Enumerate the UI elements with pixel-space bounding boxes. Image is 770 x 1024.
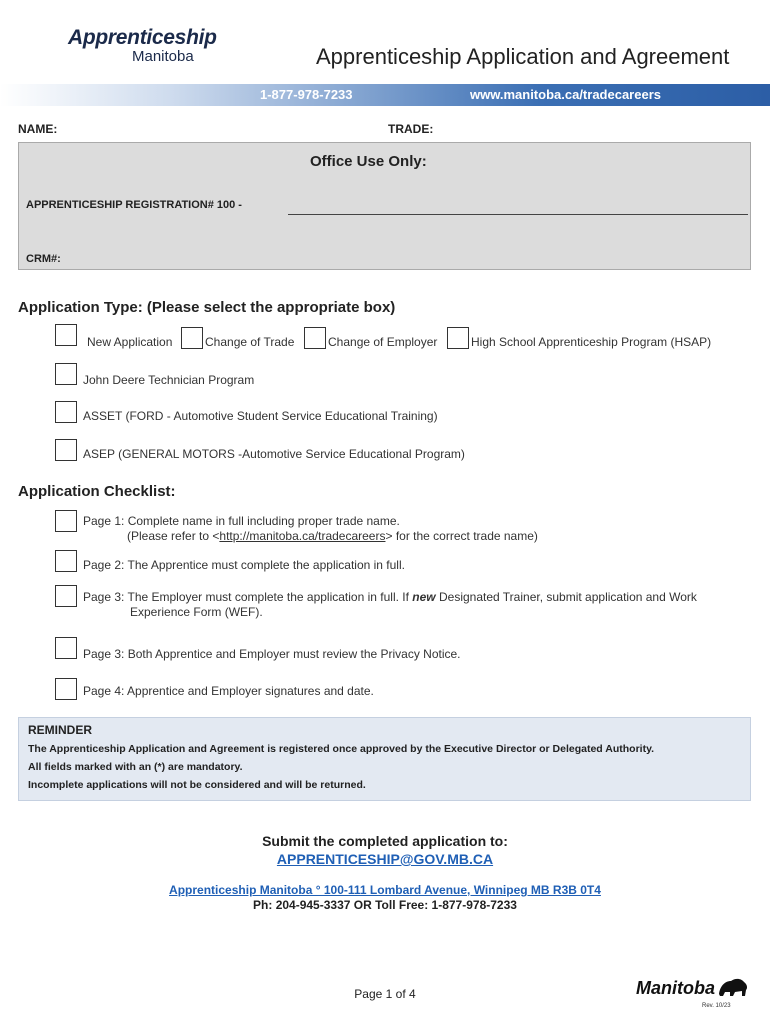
checklist-privacy-checkbox[interactable]: [55, 637, 77, 659]
change-of-trade-checkbox[interactable]: [181, 327, 203, 349]
asep-label: ASEP (GENERAL MOTORS -Automotive Service Educational Program): [83, 447, 465, 461]
checklist-heading: Application Checklist:: [18, 483, 176, 500]
reminder-line2: All fields marked with an (*) are mandatory.: [28, 761, 243, 773]
submit-heading: Submit the completed application to:: [262, 833, 508, 849]
asset-checkbox[interactable]: [55, 401, 77, 423]
revision-label: Rev. 10/23: [702, 1003, 731, 1009]
header-url-link[interactable]: www.manitoba.ca/tradecareers: [470, 87, 661, 102]
address-link[interactable]: Apprenticeship Manitoba ° 100-111 Lombard Avenue, Winnipeg MB R3B 0T4: [169, 883, 601, 897]
checklist-page3-employer-text: Page 3: The Employer must complete the application in full. If new Designated Trainer, submit application and Work: [83, 590, 697, 604]
reminder-line1: The Apprenticeship Application and Agreement is registered once approved by the Executive Director or Delegated Authority.: [28, 743, 655, 755]
change-of-employer-checkbox[interactable]: [304, 327, 326, 349]
checklist-page2-checkbox[interactable]: [55, 550, 77, 572]
bison-icon: [717, 976, 749, 998]
checklist-page4-text: Page 4: Apprentice and Employer signatures and date.: [83, 684, 374, 698]
office-use-title: Office Use Only:: [310, 153, 427, 170]
checklist-privacy-text: Page 3: Both Apprentice and Employer must review the Privacy Notice.: [83, 647, 461, 661]
checklist-page4-checkbox[interactable]: [55, 678, 77, 700]
apprenticeship-logo-text: Apprenticeship: [68, 26, 217, 49]
checklist-page3-employer-checkbox[interactable]: [55, 585, 77, 607]
reminder-title: REMINDER: [28, 723, 93, 737]
hsap-label: High School Apprenticeship Program (HSAP): [471, 335, 712, 349]
asep-checkbox[interactable]: [55, 439, 77, 461]
john-deere-checkbox[interactable]: [55, 363, 77, 385]
john-deere-label: John Deere Technician Program: [83, 373, 255, 387]
checklist-page3-employer-text-line2: Experience Form (WEF).: [130, 605, 263, 619]
change-of-trade-label: Change of Trade: [205, 335, 295, 349]
hsap-checkbox[interactable]: [447, 327, 469, 349]
header-phone: 1-877-978-7233: [260, 87, 353, 102]
reminder-line3: Incomplete applications will not be considered and will be returned.: [28, 779, 366, 791]
checklist-page1-checkbox[interactable]: [55, 510, 77, 532]
manitoba-footer-logo: Manitoba: [636, 976, 749, 999]
checklist-page1-refer: (Please refer to <http://manitoba.ca/tradecareers> for the correct trade name): [127, 529, 538, 543]
new-application-checkbox[interactable]: [55, 324, 77, 346]
submit-email-link[interactable]: APPRENTICESHIP@GOV.MB.CA: [276, 851, 494, 867]
change-of-employer-label: Change of Employer: [328, 335, 438, 349]
contact-phone: Ph: 204-945-3337 OR Toll Free: 1-877-978-7233: [253, 898, 517, 912]
registration-field[interactable]: [288, 214, 748, 215]
page-title: Apprenticeship Application and Agreement: [316, 44, 730, 69]
checklist-page1-text: Page 1: Complete name in full including proper trade name.: [83, 514, 400, 528]
crm-label: CRM#:: [26, 253, 61, 265]
checklist-page2-text: Page 2: The Apprentice must complete the application in full.: [83, 558, 405, 572]
new-application-label: New Application: [87, 335, 173, 349]
tradecareers-link[interactable]: http://manitoba.ca/tradecareers: [219, 529, 386, 543]
name-label: NAME:: [18, 122, 58, 136]
manitoba-logo-text: Manitoba: [132, 48, 194, 65]
trade-label: TRADE:: [388, 122, 434, 136]
application-type-heading: Application Type: (Please select the appropriate box): [18, 299, 396, 316]
registration-label: APPRENTICESHIP REGISTRATION# 100 -: [26, 199, 242, 211]
page-number: Page 1 of 4: [354, 987, 416, 1001]
asset-label: ASSET (FORD - Automotive Student Service Educational Training): [83, 409, 438, 423]
